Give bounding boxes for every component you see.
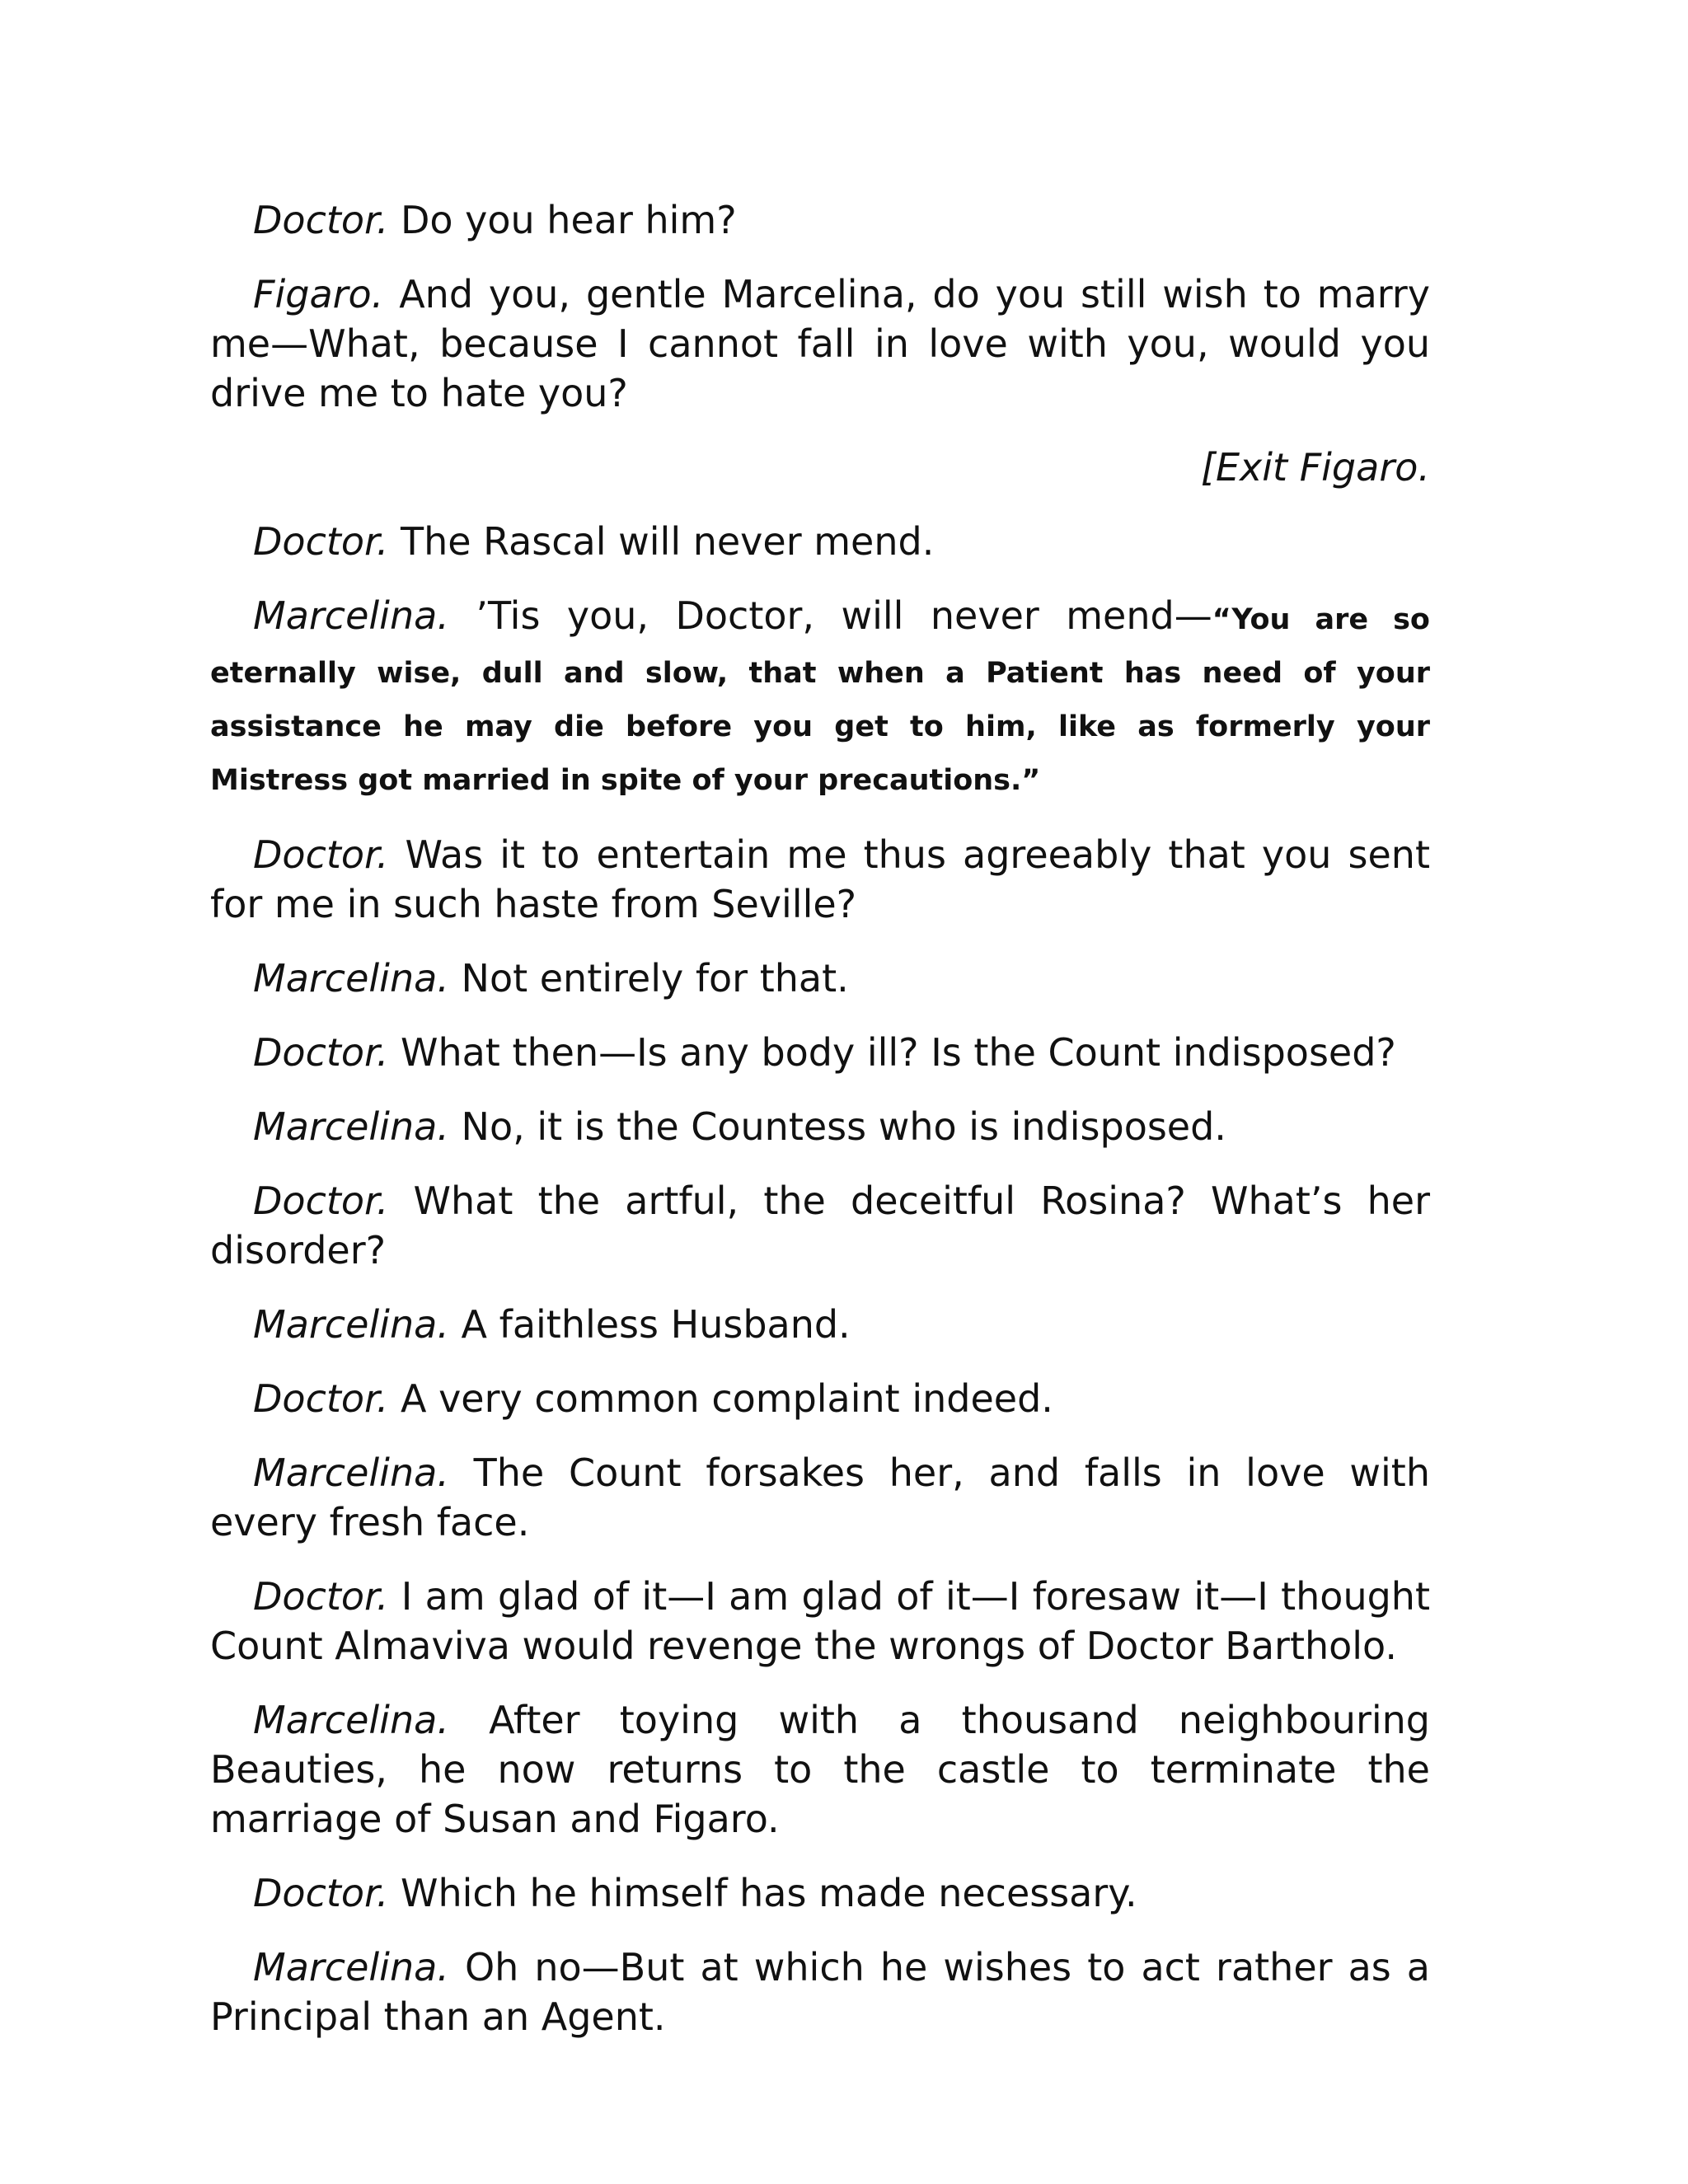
speech-text: Not entirely for that. — [448, 956, 849, 1001]
dialogue-line — [210, 1374, 1430, 1423]
speech-text: Which he himself has made necessary. — [388, 1871, 1137, 1915]
dialogue-line — [210, 954, 1430, 1003]
dialogue-line — [210, 1028, 1430, 1077]
speech-text: What then—Is any body ill? Is the Count indisposed? — [388, 1030, 1396, 1075]
speaker-name: Doctor. — [253, 198, 389, 242]
speaker-name: Doctor. — [253, 1871, 389, 1915]
dialogue-line — [210, 591, 1430, 805]
dialogue-line — [210, 1448, 1430, 1547]
speaker-name: Doctor. — [253, 1574, 389, 1619]
speaker-name: Marcelina. — [253, 1302, 449, 1347]
dialogue-line — [210, 1695, 1430, 1844]
speaker-name: Doctor. — [253, 832, 389, 877]
speech-text: I am glad of it—I am glad of it—I foresaw it—I thought Count Almaviva would revenge the wrongs of Doctor Bartholo. — [210, 1574, 1430, 1668]
dialogue-line — [210, 1102, 1430, 1151]
speaker-name: Doctor. — [253, 1179, 389, 1223]
speech-text: The Count forsakes her, and falls in love with every fresh face. — [210, 1451, 1430, 1544]
stage-direction: [Exit Figaro. — [1201, 445, 1430, 490]
speaker-name: Doctor. — [253, 1376, 389, 1421]
speaker-name: Figaro. — [253, 272, 384, 316]
speech-text: And you, gentle Marcelina, do you still wish to marry me—What, because I cannot fall in love with you, would you drive me to hate you? — [210, 272, 1430, 415]
speech-text: Oh no—But at which he wishes to act rather as a Principal than an Agent. — [210, 1945, 1430, 2039]
dialogue-line — [210, 1572, 1430, 1671]
dialogue-line — [210, 1943, 1430, 2041]
speaker-name: Marcelina. — [253, 956, 449, 1001]
dialogue-line — [210, 830, 1430, 929]
speaker-name: Doctor. — [253, 1030, 389, 1075]
speech-text: No, it is the Countess who is indisposed. — [448, 1104, 1226, 1149]
speaker-name: Marcelina. — [253, 1104, 449, 1149]
speech-text: What the artful, the deceitful Rosina? What’s her disorder? — [210, 1179, 1430, 1272]
speech-text: Was it to entertain me thus agreeably that you sent for me in such haste from Seville? — [210, 832, 1430, 926]
speech-text: ’Tis you, Doctor, will never mend— — [448, 593, 1212, 638]
speech-text: A very common complaint indeed. — [388, 1376, 1053, 1421]
speech-text: The Rascal will never mend. — [388, 519, 935, 564]
speaker-name: Doctor. — [253, 519, 389, 564]
speaker-name: Marcelina. — [253, 1451, 449, 1495]
dialogue-line — [210, 269, 1430, 418]
document-page — [210, 195, 1430, 2066]
speaker-name: Marcelina. — [253, 1698, 449, 1742]
speaker-name: Marcelina. — [253, 1945, 449, 1990]
dialogue-line — [210, 195, 1430, 245]
quoted-speech: “You are so eternally wise, dull and slow, that when a Patient has need of your assistance he may die before you get to him, like as formerly your Mistress got married in spite of your precautions.” — [210, 603, 1430, 797]
dialogue-line — [210, 1868, 1430, 1918]
dialogue-line — [210, 517, 1430, 566]
dialogue-line — [210, 1176, 1430, 1275]
speaker-name: Marcelina. — [253, 593, 449, 638]
speech-text: Do you hear him? — [388, 198, 737, 242]
speech-text: After toying with a thousand neighbouring Beauties, he now returns to the castle to terminate the marriage of Susan and Figaro. — [210, 1698, 1430, 1841]
speech-text: A faithless Husband. — [448, 1302, 851, 1347]
dialogue-line — [210, 1300, 1430, 1349]
